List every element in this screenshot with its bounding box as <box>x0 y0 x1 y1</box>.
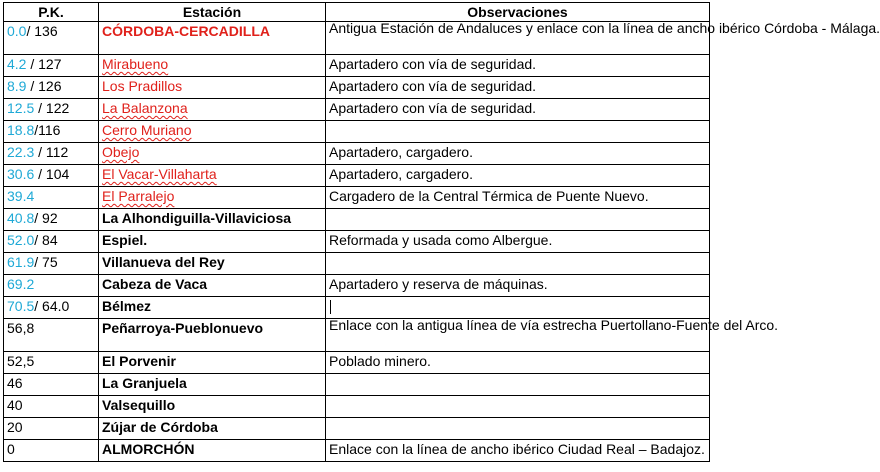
station-name: El Vacar-Villaharta <box>102 166 217 182</box>
table-row <box>4 231 710 253</box>
station-cell: La Alhondiguilla-Villaviciosa <box>99 209 326 231</box>
station-cell: Cabeza de Vaca <box>99 275 326 297</box>
table-row <box>4 418 710 440</box>
station-cell <box>99 121 326 143</box>
station-cell: Villanueva del Rey <box>99 253 326 275</box>
pk-value: 22.3 <box>7 144 35 160</box>
pk-value-secondary: / 122 <box>34 100 70 116</box>
header-station: Estación <box>99 3 326 22</box>
station-name: Mirabueno <box>102 56 169 72</box>
pk-value-secondary: / 84 <box>34 232 58 248</box>
pk-cell <box>4 352 99 374</box>
pk-value: 30.6 <box>7 166 35 182</box>
station-name: Obejo <box>102 144 140 160</box>
station-cell: La Granjuela <box>99 374 326 396</box>
station-cell <box>99 99 326 121</box>
pk-value: 0.0 <box>7 23 27 39</box>
notes-cell: Cargadero de la Central Térmica de Puente Nuevo. <box>326 187 710 209</box>
pk-cell <box>4 418 99 440</box>
pk-value: 70.5 <box>7 298 35 314</box>
table-row <box>4 319 710 352</box>
stations-table <box>3 2 880 462</box>
pk-cell <box>4 319 99 352</box>
pk-value-secondary: / 64.0 <box>34 298 70 314</box>
pk-value-secondary: 52,5 <box>7 353 35 369</box>
pk-value: 61.9 <box>7 254 35 270</box>
station-cell <box>99 165 326 187</box>
pk-value-secondary: /116 <box>34 122 61 138</box>
pk-value-secondary: / 92 <box>34 210 58 226</box>
pk-value-secondary: / 104 <box>34 166 70 182</box>
notes-cell: Apartadero con vía de seguridad. <box>326 55 710 77</box>
pk-cell <box>4 22 99 55</box>
table-row <box>4 209 710 231</box>
notes-cell: Apartadero y reserva de máquinas. <box>326 275 710 297</box>
notes-cell <box>326 374 710 396</box>
station-name: El Parralejo <box>102 188 175 204</box>
station-cell: Valsequillo <box>99 396 326 418</box>
pk-value-secondary: / 112 <box>34 144 69 160</box>
notes-cell: Antigua Estación de Andaluces y enlace con la línea de ancho ibérico Córdoba - Málaga. <box>326 22 710 55</box>
pk-value-secondary: 56,8 <box>7 320 35 336</box>
table-row <box>4 55 710 77</box>
table-row <box>4 187 710 209</box>
notes-cell: Apartadero con vía de seguridad. <box>326 77 710 99</box>
station-cell <box>99 187 326 209</box>
table-row <box>4 440 710 462</box>
pk-cell <box>4 396 99 418</box>
table-row <box>4 99 710 121</box>
header-notes: Observaciones <box>326 3 710 22</box>
notes-cell <box>326 121 710 143</box>
notes-cell: Apartadero con vía de seguridad. <box>326 99 710 121</box>
pk-cell <box>4 99 99 121</box>
station-cell <box>99 55 326 77</box>
table-row <box>4 121 710 143</box>
notes-cell: Poblado minero. <box>326 352 710 374</box>
pk-value-secondary: 40 <box>7 397 23 413</box>
table-row <box>4 275 710 297</box>
pk-cell <box>4 374 99 396</box>
notes-cell <box>326 418 710 440</box>
station-cell: El Porvenir <box>99 352 326 374</box>
pk-value: 40.8 <box>7 210 35 226</box>
pk-cell <box>4 297 99 319</box>
text-cursor <box>330 300 331 314</box>
station-cell: Bélmez <box>99 297 326 319</box>
pk-value: 4.2 <box>7 56 27 72</box>
station-cell: CÓRDOBA-CERCADILLA <box>99 22 326 55</box>
table-row <box>4 297 710 319</box>
station-name: La Balanzona <box>102 100 188 116</box>
pk-cell <box>4 231 99 253</box>
header-row <box>4 3 710 22</box>
pk-value-secondary: / 126 <box>26 78 62 94</box>
station-cell: Espiel. <box>99 231 326 253</box>
notes-cell: Enlace con la antigua línea de vía estrecha Puertollano-Fuente del Arco. <box>326 319 710 352</box>
pk-cell <box>4 165 99 187</box>
pk-value-secondary: / 127 <box>26 56 62 72</box>
pk-value-secondary: / 75 <box>34 254 58 270</box>
pk-value: 52.0 <box>7 232 35 248</box>
pk-cell <box>4 121 99 143</box>
pk-value: 18.8 <box>7 122 35 138</box>
pk-value-secondary: 46 <box>7 375 23 391</box>
pk-value-secondary: / 136 <box>26 23 58 39</box>
station-name: Cerro Muriano <box>102 122 192 138</box>
notes-cell[interactable] <box>326 297 710 319</box>
notes-cell <box>326 396 710 418</box>
table-row <box>4 396 710 418</box>
table-row <box>4 253 710 275</box>
pk-value: 12.5 <box>7 100 35 116</box>
notes-cell <box>326 209 710 231</box>
table-row <box>4 143 710 165</box>
station-cell: Zújar de Córdoba <box>99 418 326 440</box>
notes-cell <box>326 253 710 275</box>
pk-value-secondary: 20 <box>7 419 23 435</box>
pk-value-secondary: 0 <box>7 441 15 457</box>
pk-cell <box>4 55 99 77</box>
pk-value: 69.2 <box>7 276 35 292</box>
pk-value: 8.9 <box>7 78 27 94</box>
table-row <box>4 22 710 55</box>
station-cell: Los Pradillos <box>99 77 326 99</box>
table-row <box>4 352 710 374</box>
table-row <box>4 165 710 187</box>
station-cell: Peñarroya-Pueblonuevo <box>99 319 326 352</box>
notes-cell: Reformada y usada como Albergue. <box>326 231 710 253</box>
pk-cell <box>4 275 99 297</box>
pk-cell <box>4 187 99 209</box>
notes-cell: Enlace con la línea de ancho ibérico Ciudad Real – Badajoz. <box>326 440 710 462</box>
notes-cell: Apartadero, cargadero. <box>326 143 710 165</box>
pk-value: 39.4 <box>7 188 35 204</box>
station-cell <box>99 143 326 165</box>
notes-cell: Apartadero, cargadero. <box>326 165 710 187</box>
pk-cell <box>4 209 99 231</box>
pk-cell <box>4 253 99 275</box>
table-row <box>4 77 710 99</box>
pk-cell <box>4 77 99 99</box>
station-cell: ALMORCHÓN <box>99 440 326 462</box>
header-pk: P.K. <box>4 3 99 22</box>
table-row <box>4 374 710 396</box>
pk-cell <box>4 440 99 462</box>
pk-cell <box>4 143 99 165</box>
